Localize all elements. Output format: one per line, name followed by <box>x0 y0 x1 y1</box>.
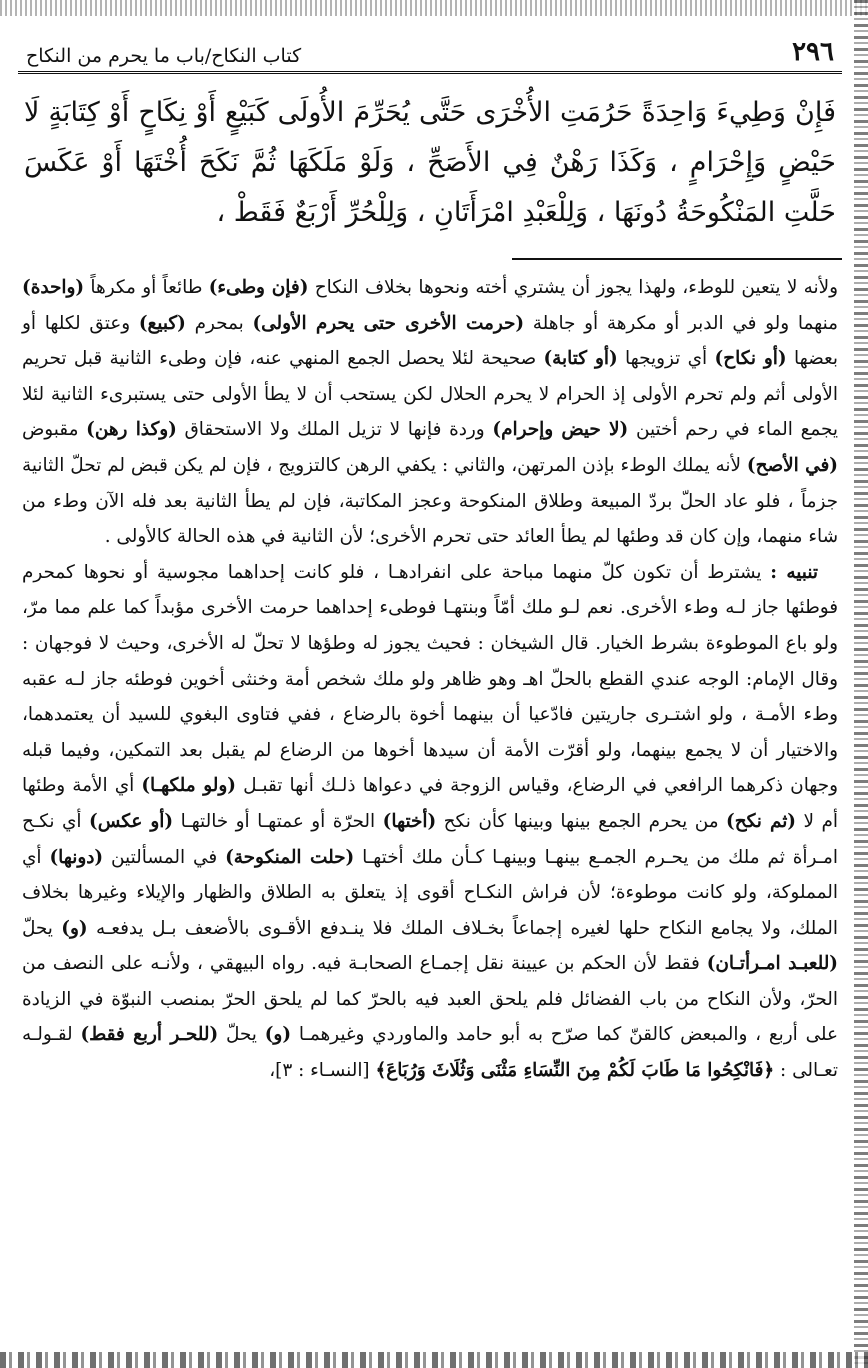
commentary-text: مقبوض <box>22 419 87 441</box>
matn-quote: (كبيع) <box>138 312 186 334</box>
matn-quote: (وكذا رهن) <box>86 419 177 441</box>
matn-quote: (أختها) <box>382 810 437 832</box>
matn-quote: (أو كتابة) <box>543 348 618 370</box>
commentary-text: صحيحة لئلا يحصل الجمع المنهي عنه، فإن وطىء الثانية قبل تحريم الأولى أثم ولم تحرم الأولى إذ الحرام لا يحرم الحلال لكن يستحب أن لا يطأ الأولى حتى يستبرىء الثانية لئلا يجمع الماء في رحم أختين <box>22 348 838 441</box>
commentary-text: يحلّ <box>218 1024 265 1046</box>
matn-quote: (للعبـد امـرأتـان) <box>706 953 838 975</box>
commentary-text: لأنه يملك الوطء بإذن المرتهن، والثاني : يكفي الرهن كالتزويج ، فإن لم يكن قبض لم تحلّ الثانية جزماً ، فلو عاد الحلّ بردّ المبيعة وطلاق المنكوحة وعجز المكاتبة، فإن لم يطأ الثانية بعد فله الآن وطء من شاء منهما، وإن كان قد وطئها لم يطأ العائد حتى تحرم الأخرى؛ لأن الثانية في هذه الحالة كالأولى . <box>22 454 838 548</box>
matn-quote: ﴿فَانْكِحُوا مَا طَابَ لَكُمْ مِنَ النِّسَاءِ مَثْنَى وَثُلَاثَ وَرُبَاعَ﴾ <box>375 1060 775 1082</box>
matn-quote: (أو نكاح) <box>714 348 787 370</box>
matn-quote: (و) <box>264 1024 292 1046</box>
commentary-text: من يحرم الجمع بينها وبينها كأن نكح <box>436 810 727 832</box>
top-border <box>0 0 868 16</box>
commentary-text: يحلّ <box>22 917 62 939</box>
matn-quote: (فإن وطىء) <box>208 277 309 298</box>
commentary-text: أي المملوكة، ولو كانت موطوءة؛ لأن فراش النكـاح أقوى إذ يتعلق به الطلاق والظهار والإيلاء وغيرها بخلاف الملك، ولا يجامع النكاح حلها لغيره إجماعاً بخـلاف الملك فلا ينـدفع الأقـوى بالأضعف بـل يدفعـه <box>22 846 838 939</box>
matn-quote: (حرمت الأخرى حتى يحرم الأولى) <box>252 312 525 334</box>
matn-quote: (ولو ملكهـا) <box>141 775 236 797</box>
commentary-paragraph-2 <box>18 555 842 1089</box>
matn-quote: (دونها) <box>49 846 104 868</box>
commentary-text: بمحرم <box>185 312 253 334</box>
commentary-text: أي تزويجها <box>617 348 715 370</box>
commentary-text: لقـولـه تعـالى : <box>22 1024 838 1082</box>
right-border <box>854 0 868 1368</box>
running-title: كتاب النكاح/باب ما يحرم من النكاح <box>26 45 302 67</box>
commentary-paragraph-1 <box>18 270 842 555</box>
matn-quote: (أو عكس) <box>89 810 174 832</box>
commentary-text: وعتق لكلها أو بعضها <box>22 312 839 370</box>
commentary-text: منهما ولو في الدبر أو مكرهة أو جاهلة <box>524 312 838 334</box>
matn-text: فَإِنْ وَطِيءَ وَاحِدَةً حَرُمَتِ الأُخْرَى حَتَّى يُحَرِّمَ الأُولَى كَبَيْعٍ أَوْ نِكَاحٍ أَوْ كِتَابَةٍ لَا حَيْضٍ وَإِحْرَامٍ ، وَكَذَا رَهْنٌ فِي الأَصَحِّ ، وَلَوْ مَلَكَهَا ثُمَّ نَكَحَ أُخْتَهَا أَوْ عَكَسَ حَلَّتِ المَنْكُوحَةُ دُونَهَا ، وَلِلْعَبْدِ امْرَأَتَانِ ، وَلِلْحُرِّ أَرْبَعٌ فَقَطْ ، <box>24 97 837 228</box>
matn-quote: تنبيه : <box>770 561 818 583</box>
commentary-text: وردة فإنها لا تزيل الملك ولا الاستحقاق <box>176 419 493 441</box>
book-page <box>18 18 842 1344</box>
matn-quote: (لا حيض وإحرام) <box>492 419 629 441</box>
commentary-text: في المسألتين <box>103 846 226 868</box>
commentary-text: يشترط أن تكون كلّ منهما مباحة على انفرادهـا ، فلو كانت إحداهما مجوسية أو نحوها كمحرم فوطئها جاز لـه وطء الأخرى. نعم لـو ملك أمّاً وبنتهـا فوطىء إحداهما حرمت الأخرى مؤبداً كما علم مما مرّ، ولو باع الموطوءة بشرط الخيار. قال الشيخان : فحيث يجوز له وطؤها لا تحلّ له الأخرى، وحيث لا فوجهان : وقال الإمام: الوجه عندي القطع بالحلّ اهـ وهو ظاهر ولو ملك شخص أمة وخنثى أخوين فوطئه جاز لـه عقبه وطء الأمـة ، ولو اشتـرى جاريتين فادّعيا أن بينهما أخوة بالرضاع ، ففي فتاوى البغوي للسيد أن يعتمدهما، والاختيار أن لا يجمع بينهما، ولو أقرّت الأمة أن سيدها أخوها من الرضاع لم يقبل بعد التمكين، وفيما قبله وجهان ذكرهما الرافعي في الرضاع، وقياس الزوجة في دعواها ذلـك أنها تقبـل <box>22 561 839 797</box>
running-header <box>18 18 842 74</box>
commentary-text: أي نكـح امـرأة ثم ملك من يحـرم الجمـع بينهـا وبينهـا كـأن ملك أختهـا <box>22 810 838 868</box>
commentary-text: فقط لأن الحكم بن عيينة نقل إجمـاع الصحابـة فيه. رواه البيهقي ، ولأنـه على النصف من الحرّ، ولأن النكاح من باب الفضائل فلم يلحق العبد فيه بالحرّ كما لم يلحق الحرّ بمنصب النبوّة في الزيادة على أربع ، والمبعض كالقنّ كما صرّح به أبو حامد والماوردي وغيرهمـا <box>22 953 838 1046</box>
separator-rule <box>512 258 842 260</box>
matn-quote: (و) <box>61 917 88 939</box>
page-number: ٢٩٦ <box>792 37 834 67</box>
commentary-text: الحرّة أو عمتهـا أو خالتهـا <box>173 810 383 832</box>
bottom-border <box>0 1352 868 1368</box>
commentary-text: [النسـاء : ٣]، <box>269 1060 376 1082</box>
matn-quote: (حلت المنكوحة) <box>225 846 355 868</box>
matn-quote: (في الأصح) <box>746 454 838 476</box>
commentary-text: أي الأمة وطئها أم لا <box>22 775 839 832</box>
matn-quote: (للحـر أربع فقط) <box>80 1024 219 1046</box>
commentary-text: طائعاً أو مكرهاً <box>84 277 209 298</box>
matn-quote: (ثم نكح) <box>726 810 797 832</box>
commentary-text: ولأنه لا يتعين للوطء، ولهذا يجوز أن يشتري أخته ونحوها بخلاف النكاح <box>308 277 838 298</box>
matn-quote: (واحدة) <box>22 277 85 298</box>
